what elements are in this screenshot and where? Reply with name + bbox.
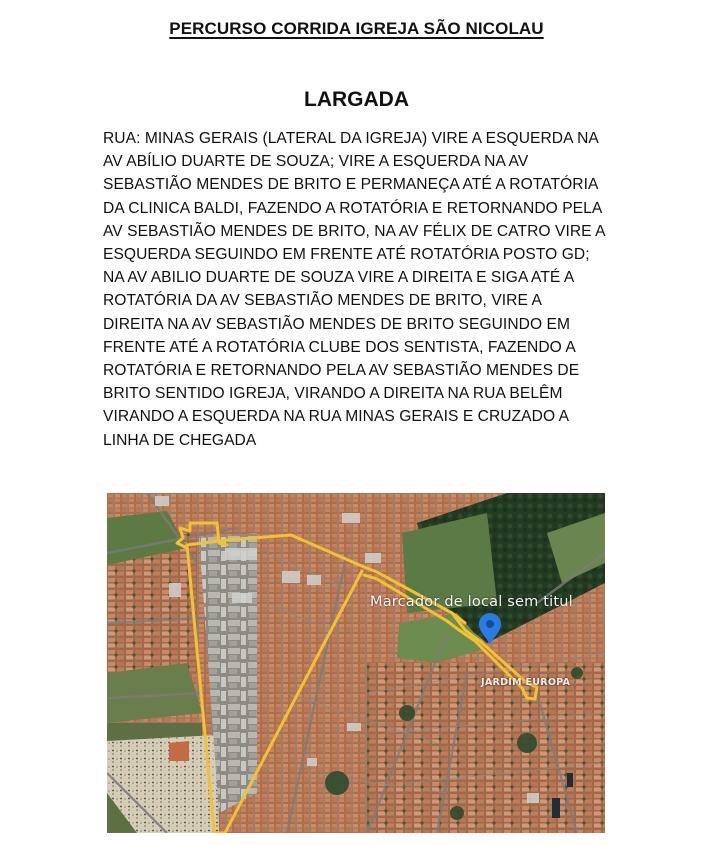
- district-label: JARDIM EUROPA: [481, 677, 571, 688]
- map-pin-icon: [477, 612, 503, 646]
- description-line: SEBASTIÃO MENDES DE BRITO E PERMANEÇA ATÉ A ROTATÓRIA: [103, 176, 599, 194]
- section-heading: LARGADA: [304, 88, 409, 111]
- map-marker-label: Marcador de local sem titul: [370, 594, 573, 610]
- description-line: ESQUERDA SEGUINDO EM FRENTE ATÉ ROTATÓRIA POSTO GD;: [103, 246, 590, 264]
- description-line: ROTATÓRIA E RETORNANDO PELA AV SEBASTIÃO MENDES DE: [103, 362, 580, 380]
- description-line: NA AV ABILIO DUARTE DE SOUZA VIRE A DIREITA E SIGA ATÉ A: [103, 269, 575, 287]
- satellite-map-image: [107, 493, 605, 833]
- description-line: RUA: MINAS GERAIS (LATERAL DA IGREJA) VIRE A ESQUERDA NA: [103, 130, 599, 147]
- description-line: DA CLINICA BALDI, FAZENDO A ROTATÓRIA E RETORNANDO PELA: [103, 199, 603, 217]
- description-line: ROTATÓRIA DA AV SEBASTIÃO MENDES DE BRITO, VIRE A: [103, 292, 542, 310]
- document-title: [0, 19, 713, 39]
- description-line: DIREITA NA AV SEBASTIÃO MENDES DE BRITO SEGUINDO EM: [103, 315, 570, 333]
- document-title-text: PERCURSO CORRIDA IGREJA SÃO NICOLAU: [169, 19, 544, 38]
- description-line: AV ABÍLIO DUARTE DE SOUZA; VIRE A ESQUERDA NA AV: [103, 153, 529, 171]
- description-line: LINHA DE CHEGADA: [103, 431, 257, 449]
- description-line: VIRANDO A ESQUERDA NA RUA MINAS GERAIS E CRUZADO A: [103, 408, 570, 426]
- description-line: AV SEBASTIÃO MENDES DE BRITO, NA AV FÉLIX DE CATRO VIRE A: [103, 222, 606, 240]
- route-map: [107, 493, 605, 833]
- description-line: BRITO SENTIDO IGREJA, VIRANDO A DIREITA NA RUA BELÊM: [103, 385, 563, 403]
- route-description: [103, 127, 623, 452]
- description-line: FRENTE ATÉ A ROTATÓRIA CLUBE DOS SENTISTA, FAZENDO A: [103, 338, 576, 356]
